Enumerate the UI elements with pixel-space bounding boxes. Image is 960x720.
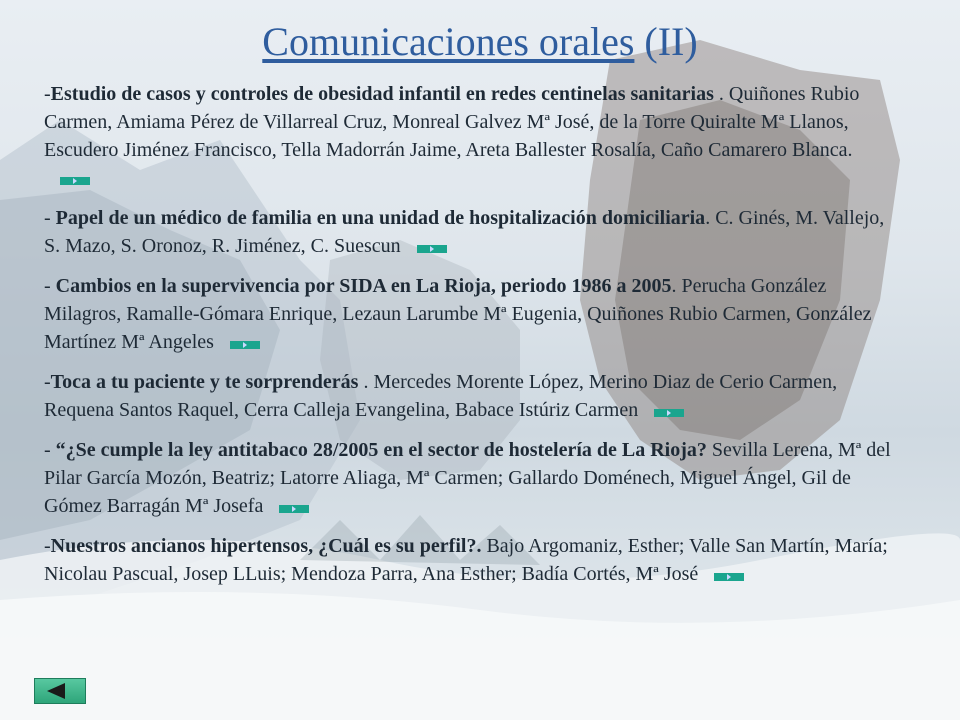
item-prefix: - <box>44 535 51 557</box>
item-title: “¿Se cumple la ley antitabaco 28/2005 en el sector de hostelería de La Rioja? <box>55 439 707 461</box>
item-prefix: - <box>44 275 56 297</box>
arrow-right-icon[interactable] <box>417 245 447 253</box>
page-title <box>0 18 960 66</box>
arrow-right-icon[interactable] <box>714 573 744 581</box>
arrow-right-icon[interactable] <box>279 505 309 513</box>
item-authors: . Perucha González Milagros, Ramalle-Gómara Enrique, Lezaun Larumbe Mª Eugenia, Quiñones Rubio Carmen, González Martínez Mª Angeles <box>44 275 872 353</box>
list-item <box>44 204 894 260</box>
item-title: Cambios en la supervivencia por SIDA en La Rioja, periodo 1986 a 2005 <box>55 275 672 297</box>
item-prefix: - <box>44 439 56 461</box>
item-title: Toca a tu paciente y te sorprenderás <box>50 371 359 393</box>
item-title: Estudio de casos y controles de obesidad infantil en redes centinelas sanitarias <box>50 83 714 105</box>
item-authors: Bajo Argomaniz, Esther; Valle San Martín, María; Nicolau Pascual, Josep LLuis; Mendoza Parra, Ana Esther; Badía Cortés, Mª José <box>44 535 888 585</box>
item-prefix: - <box>44 371 51 393</box>
back-button[interactable] <box>34 678 86 704</box>
item-prefix: - <box>44 83 51 105</box>
back-arrow-icon <box>47 683 65 699</box>
item-title: Nuestros ancianos hipertensos, ¿Cuál es su perfil?. <box>50 535 482 557</box>
list-item <box>44 532 894 588</box>
list-item <box>44 272 894 356</box>
item-title: Papel de un médico de familia en una unidad de hospitalización domiciliaria <box>55 207 706 229</box>
arrow-right-icon[interactable] <box>654 409 684 417</box>
title-suffix: (II) <box>634 19 698 64</box>
item-authors: . Mercedes Morente López, Merino Diaz de Cerio Carmen, Requena Santos Raquel, Cerra Calleja Evangelina, Babace Istúriz Carmen <box>44 371 838 421</box>
arrow-right-icon[interactable] <box>230 341 260 349</box>
item-prefix: - <box>44 207 56 229</box>
list-item <box>44 80 894 192</box>
arrow-right-icon[interactable] <box>60 177 90 185</box>
list-item <box>44 368 894 424</box>
list-item <box>44 436 894 520</box>
title-link[interactable]: Comunicaciones orales <box>262 19 635 64</box>
item-authors: . Quiñones Rubio Carmen, Amiama Pérez de Villarreal Cruz, Monreal Galvez Mª José, de la Torre Quiralte Mª Llanos, Escudero Jiménez Francisco, Tella Madorrán Jaime, Areta Ballester Rosalía, Caño Camarero Blanca. <box>44 83 860 161</box>
item-authors: . C. Ginés, M. Vallejo, S. Mazo, S. Oronoz, R. Jiménez, C. Suescun <box>44 207 885 257</box>
communications-list <box>44 80 894 600</box>
item-authors: Sevilla Lerena, Mª del Pilar García Mozón, Beatriz; Latorre Aliaga, Mª Carmen; Gallardo Doménech, Miguel Ángel, Gil de Gómez Barragán Mª Josefa <box>44 439 891 517</box>
